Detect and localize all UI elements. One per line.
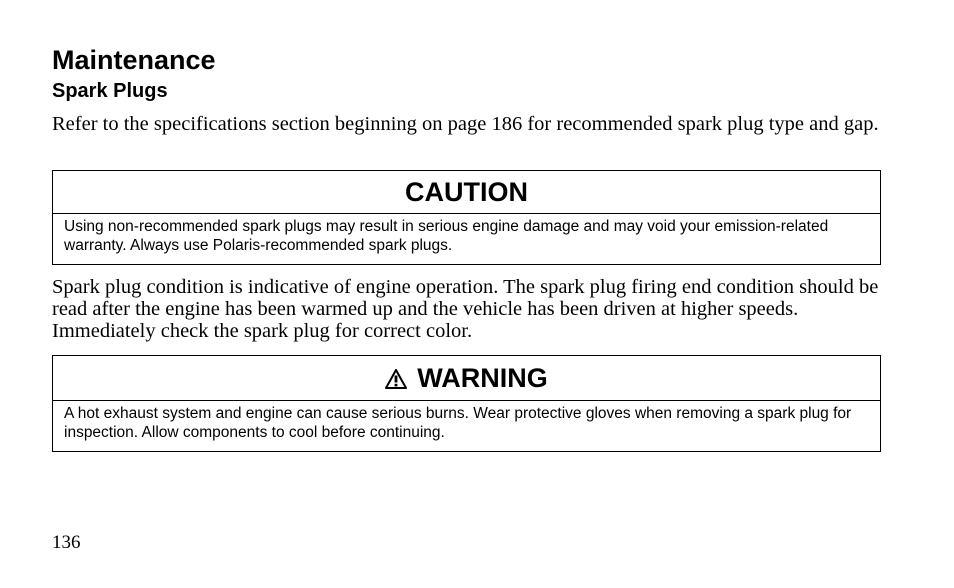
caution-text: Using non-recommended spark plugs may result in serious engine damage and may void your emission-related warranty. Always use Polaris-recommended spark plugs. (64, 218, 829, 254)
warning-triangle-icon (385, 369, 407, 389)
section-title: Maintenance (52, 45, 216, 75)
warning-text: A hot exhaust system and engine can cause serious burns. Wear protective gloves when removing a spark plug for inspection. Allow components to cool before continuing. (64, 405, 852, 441)
warning-title: WARNING (417, 362, 548, 393)
plug-condition-paragraph: Spark plug condition is indicative of engine operation. The spark plug firing end condition should be read after the engine has been warmed up and the vehicle has been driven at higher speeds. Immediately check the spark plug for correct color. (52, 276, 879, 342)
caution-header (53, 171, 880, 214)
subsection-title: Spark Plugs (52, 80, 168, 102)
warning-header (53, 356, 880, 401)
spec-reference-paragraph: Refer to the specifications section beginning on page 186 for recommended spark plug type and gap. (52, 113, 879, 135)
caution-box (52, 170, 881, 265)
caution-title: CAUTION (405, 176, 528, 207)
warning-box (52, 355, 881, 452)
page-number: 136 (52, 532, 81, 553)
